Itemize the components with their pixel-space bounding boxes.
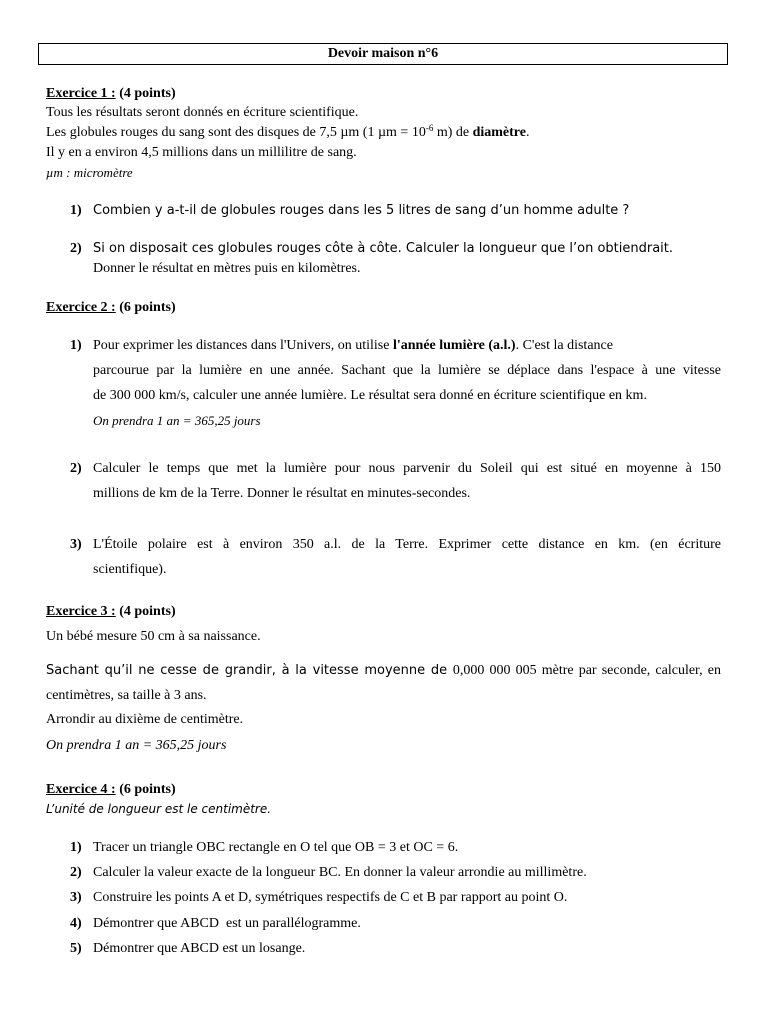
- exercise-3-points: (4 points): [115, 604, 176, 619]
- exercise-1-note: µm : micromètre: [46, 165, 133, 180]
- exercise-4-heading: Exercice 4 :: [46, 782, 116, 797]
- exercise-1-line-3: Il y en a environ 4,5 millions dans un millilitre de sang.: [46, 145, 357, 160]
- exercise-2-points: (6 points): [115, 300, 176, 315]
- exercise-3-header: [46, 603, 176, 621]
- exercise-2-q2-number: 2): [70, 461, 82, 476]
- exercise-2-q3-line-2: scientifique).: [93, 562, 167, 577]
- exercise-1-q2-line-2: Donner le résultat en mètres puis en kilomètres.: [93, 261, 361, 276]
- exercise-3-line-2-start: Sachant qu’il ne cesse de grandir, à la vitesse moyenne de: [46, 663, 453, 678]
- exercise-4-intro: L’unité de longueur est le centimètre.: [46, 802, 272, 816]
- light-year-term: l'année lumière (a.l.): [392, 338, 516, 353]
- exercise-2-q1-text-end: . C'est la distance: [515, 338, 613, 353]
- exercise-1-line-2-text: Les globules rouges du sang sont des disques de 7,5 µm (1 µm = 10: [46, 125, 426, 140]
- exercise-1-line-2: [46, 124, 529, 142]
- exercise-3-line-2: [46, 662, 721, 680]
- exercise-2-q1-line-1: [93, 337, 721, 355]
- exercise-4-q5: Démontrer que ABCD est un losange.: [93, 941, 306, 956]
- exercise-4-q3: Construire les points A et D, symétriques respectifs de C et B par rapport au point O.: [93, 890, 568, 905]
- exercise-3-line-3: centimètres, sa taille à 3 ans.: [46, 688, 207, 703]
- exercise-1-line-1: Tous les résultats seront donnés en écriture scientifique.: [46, 105, 359, 120]
- exercise-2-q2-line-1: Calculer le temps que met la lumière pour nous parvenir du Soleil qui est situé en moyenne à 150: [93, 461, 721, 476]
- exercise-1-points: (4 points): [115, 86, 176, 101]
- exercise-2-q2-line-2: millions de km de la Terre. Donner le résultat en minutes-secondes.: [93, 486, 471, 501]
- exercise-3-note: On prendra 1 an = 365,25 jours: [46, 738, 227, 753]
- exercise-2-heading: Exercice 2 :: [46, 300, 116, 315]
- page-title: Devoir maison n°6: [38, 43, 728, 65]
- exercise-1-q1: Combien y a-t-il de globules rouges dans les 5 litres de sang d’un homme adulte ?: [93, 203, 630, 218]
- diameter-word: diamètre: [472, 125, 526, 140]
- exercise-1-q2-number: 2): [70, 241, 82, 256]
- exercise-1-q1-number: 1): [70, 203, 82, 218]
- exercise-3-heading: Exercice 3 :: [46, 604, 116, 619]
- exercise-3-line-2-end: 0,000 000 005 mètre par seconde, calculer, en: [452, 663, 721, 678]
- exercise-2-q1-line-3: de 300 000 km/s, calculer une année lumière. Le résultat sera donné en écriture scientifique en km.: [93, 388, 647, 403]
- exercise-4-q1: Tracer un triangle OBC rectangle en O tel que OB = 3 et OC = 6.: [93, 840, 459, 855]
- exercise-1-line-2-unit: m) de: [433, 125, 473, 140]
- exercise-2-q3-number: 3): [70, 537, 82, 552]
- exercise-2-q1-line-2: parcourue par la lumière en une année. Sachant que la lumière se déplace dans l'espace à une vitesse: [93, 363, 721, 378]
- exercise-4-q3-number: 3): [70, 890, 82, 905]
- exercise-2-q1-number: 1): [70, 338, 82, 353]
- exercise-4-header: [46, 781, 176, 799]
- exercise-2-q3-line-1: L'Étoile polaire est à environ 350 a.l. de la Terre. Exprimer cette distance en km. (en écriture: [93, 537, 721, 552]
- exercise-1-q2-line-1: Si on disposait ces globules rouges côte à côte. Calculer la longueur que l’on obtiendrait.: [93, 241, 674, 256]
- exercise-2-header: [46, 299, 176, 317]
- exercise-4-q2: Calculer la valeur exacte de la longueur BC. En donner la valeur arrondie au millimètre.: [93, 865, 587, 880]
- exercise-4-q4: Démontrer que ABCD est un parallélogramme.: [93, 916, 361, 931]
- exercise-3-line-4: Arrondir au dixième de centimètre.: [46, 712, 244, 727]
- exercise-4-points: (6 points): [115, 782, 176, 797]
- exercise-4-q2-number: 2): [70, 865, 82, 880]
- exercise-2-q1-note: On prendra 1 an = 365,25 jours: [93, 413, 261, 428]
- exponent: -6: [425, 123, 434, 133]
- exercise-3-line-1: Un bébé mesure 50 cm à sa naissance.: [46, 629, 261, 644]
- exercise-2-q1-text: Pour exprimer les distances dans l'Univers, on utilise: [93, 338, 393, 353]
- period: .: [525, 125, 530, 140]
- exercise-1-header: [46, 85, 176, 103]
- exercise-4-q1-number: 1): [70, 840, 82, 855]
- exercise-4-q5-number: 5): [70, 941, 82, 956]
- exercise-1-heading: Exercice 1 :: [46, 86, 116, 101]
- exercise-4-q4-number: 4): [70, 916, 82, 931]
